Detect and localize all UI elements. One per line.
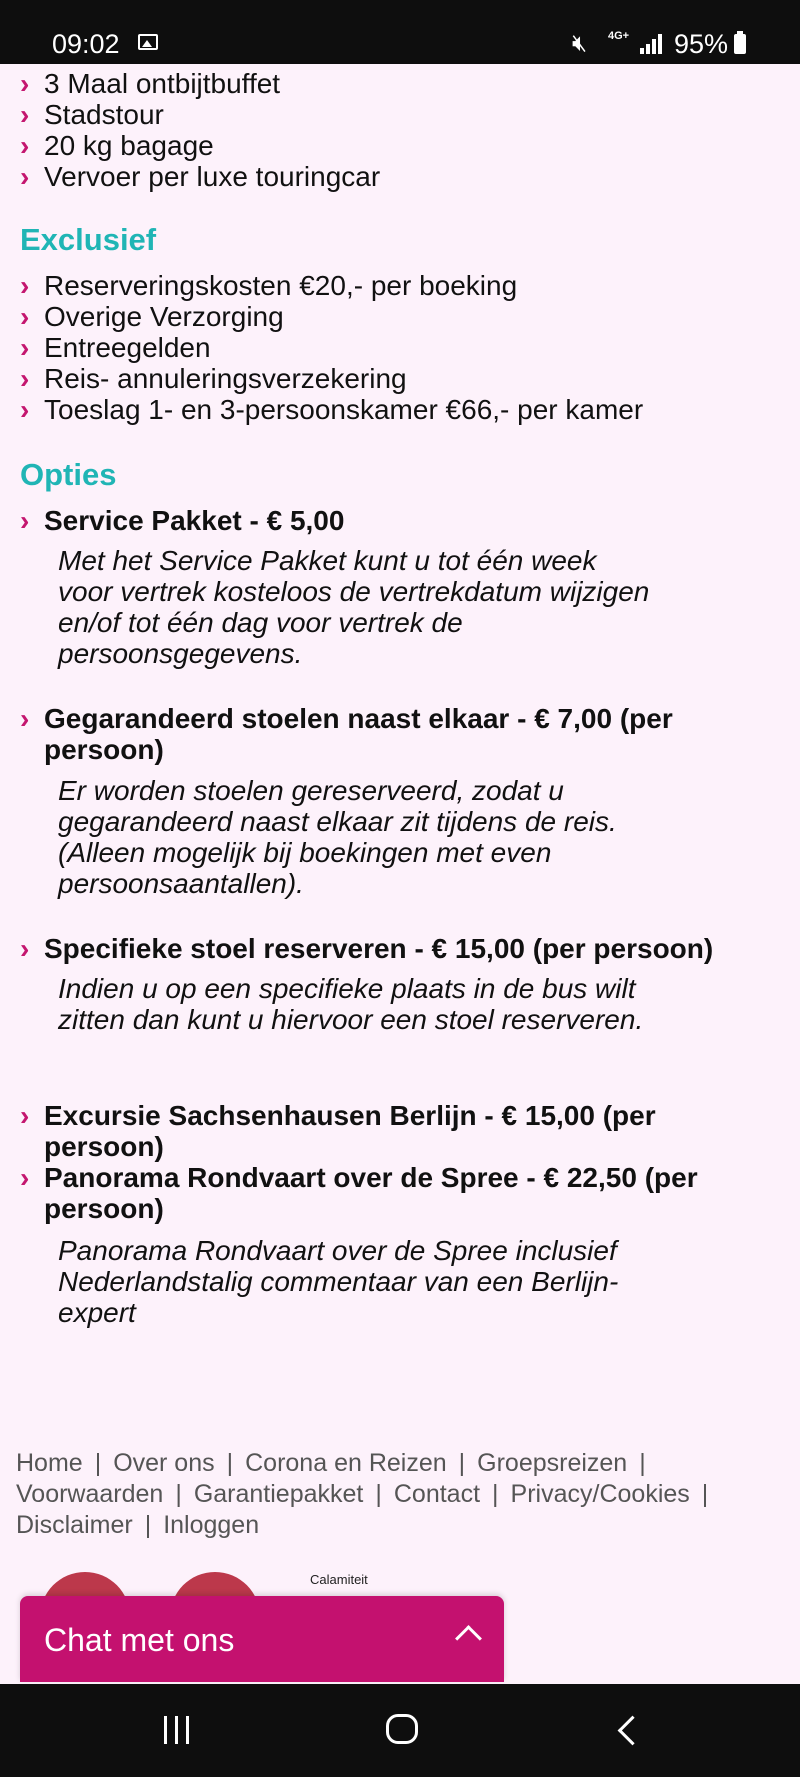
option-title: › Specifieke stoel reserveren - € 15,00 (per persoon) [20, 933, 714, 964]
chevron-right-icon: › [20, 1162, 30, 1193]
footer-link-privacy[interactable]: Privacy/Cookies [510, 1480, 690, 1508]
footer-link-voorwaarden[interactable]: Voorwaarden [16, 1480, 164, 1508]
chevron-right-icon: › [20, 933, 30, 964]
exclusief-heading: Exclusief [20, 222, 157, 257]
chevron-up-icon [455, 1625, 482, 1652]
option-title: › Service Pakket - € 5,00 [20, 505, 345, 536]
chevron-right-icon: › [20, 99, 30, 130]
exclusief-item: › Reserveringskosten €20,- per boeking [20, 270, 518, 301]
system-nav-bar [0, 1684, 800, 1777]
option-description: Panorama Rondvaart over de Spree inclusief Nederlandstalig commentaar van een Berlijn-expert [58, 1235, 619, 1328]
footer-link-home[interactable]: Home [16, 1449, 83, 1477]
exclusief-item: › Overige Verzorging [20, 301, 284, 332]
option-description: Met het Service Pakket kunt u tot één week voor vertrek kosteloos de vertrekdatum wijzigen en/of tot één dag voor vertrek de persoonsgegevens. [58, 545, 650, 669]
footer-nav: Home | Over ons | Corona en Reizen | Groepsreizen | Voorwaarden | Garantiepakket | Contact | Privacy/Cookies | Disclaimer | Inloggen [16, 1449, 709, 1539]
mute-icon: 🔇︎ [572, 30, 588, 57]
calamiteitenfonds-logo: Calamiteit [310, 1572, 368, 1587]
signal-icon [640, 34, 664, 54]
chevron-right-icon: › [20, 394, 30, 425]
inclusief-item: › Stadstour [20, 99, 164, 130]
home-icon[interactable] [386, 1714, 418, 1744]
footer-link-garantiepakket[interactable]: Garantiepakket [193, 1480, 364, 1508]
back-icon[interactable] [618, 1716, 648, 1746]
status-time: 09:02 [52, 29, 120, 59]
status-bar [0, 0, 800, 64]
network-type: 4G+ [608, 30, 630, 42]
chevron-right-icon: › [20, 130, 30, 161]
chevron-right-icon: › [20, 161, 30, 192]
chevron-right-icon: › [20, 363, 30, 394]
exclusief-item: › Reis- annuleringsverzekering [20, 363, 407, 394]
battery-level: 95% [674, 29, 729, 59]
chevron-right-icon: › [20, 1100, 30, 1131]
inclusief-item: › 3 Maal ontbijtbuffet [20, 68, 281, 99]
chevron-right-icon: › [20, 68, 30, 99]
chevron-right-icon: › [20, 332, 30, 363]
footer-link-over-ons[interactable]: Over ons [113, 1449, 215, 1477]
option-description: Er worden stoelen gereserveerd, zodat u gegarandeerd naast elkaar zit tijdens de reis. (Alleen mogelijk bij boekingen met even persoonsaantallen). [58, 775, 617, 899]
chevron-right-icon: › [20, 703, 30, 734]
option-title: › Gegarandeerd stoelen naast elkaar - € 7,00 (per persoon) [20, 703, 673, 765]
footer-link-groepsreizen[interactable]: Groepsreizen [477, 1449, 628, 1477]
battery-icon [734, 34, 746, 54]
image-notification-icon [138, 34, 158, 50]
chevron-right-icon: › [20, 270, 30, 301]
recents-icon[interactable] [164, 1716, 194, 1744]
chevron-right-icon: › [20, 505, 30, 536]
exclusief-item: › Toeslag 1- en 3-persoonskamer €66,- per kamer [20, 394, 644, 425]
chat-label: Chat met ons [44, 1622, 235, 1658]
option-title: › Excursie Sachsenhausen Berlijn - € 15,00 (per persoon) [20, 1100, 656, 1162]
footer-link-corona[interactable]: Corona en Reizen [245, 1449, 447, 1477]
footer-link-inloggen[interactable]: Inloggen [163, 1511, 260, 1539]
option-description: Indien u op een specifieke plaats in de bus wilt zitten dan kunt u hiervoor een stoel reserveren. [58, 973, 644, 1035]
opties-heading: Opties [20, 457, 117, 492]
exclusief-item: › Entreegelden [20, 332, 211, 363]
footer-link-disclaimer[interactable]: Disclaimer [16, 1511, 133, 1539]
inclusief-item: › 20 kg bagage [20, 130, 214, 161]
chevron-right-icon: › [20, 301, 30, 332]
option-title: › Panorama Rondvaart over de Spree - € 22,50 (per persoon) [20, 1162, 698, 1224]
chat-widget-button[interactable] [20, 1596, 504, 1682]
inclusief-item: › Vervoer per luxe touringcar [20, 161, 381, 192]
footer-link-contact[interactable]: Contact [393, 1480, 481, 1508]
